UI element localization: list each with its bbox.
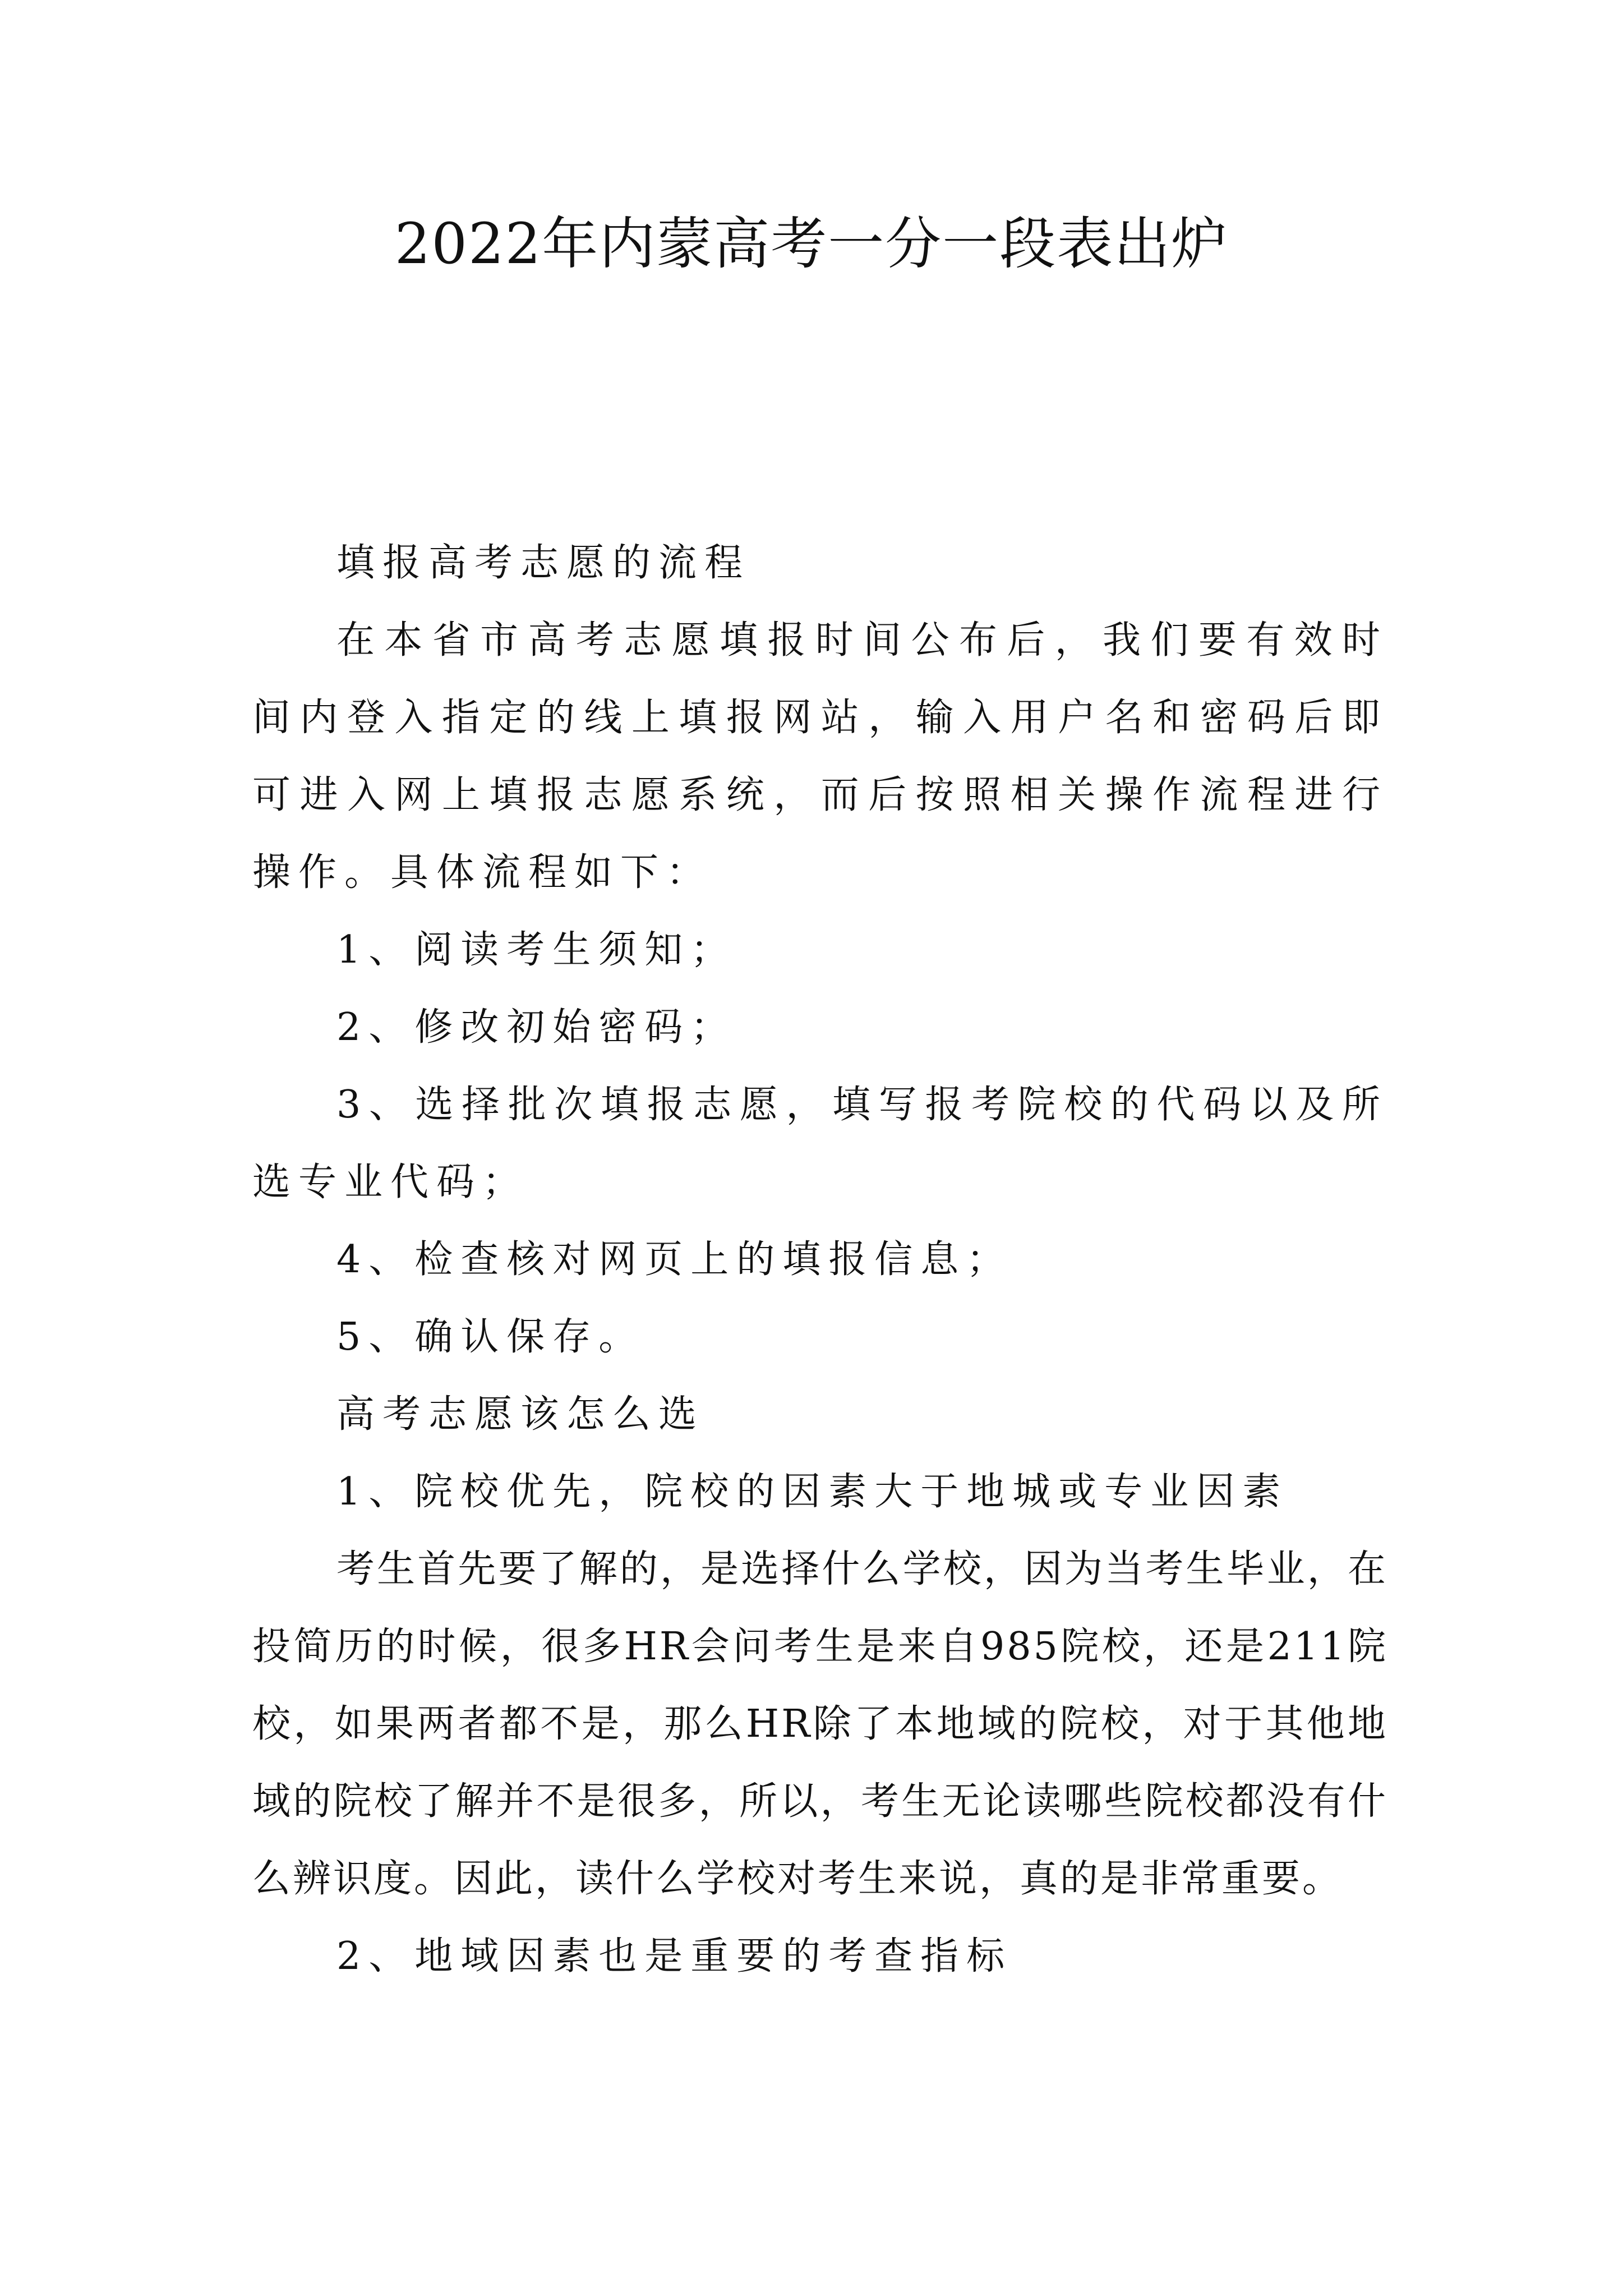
point-heading-2: 2、地域因素也是重要的考查指标 — [336, 1934, 1013, 1978]
section-heading-choice: 高考志愿该怎么选 — [336, 1392, 705, 1437]
list-item-step-4: 4、检查核对网页上的填报信息； — [336, 1237, 1013, 1282]
paragraph-school-priority: 考生首先要了解的，是选择什么学校，因为当考生毕业，在投简历的时候，很多HR会问考生是来自985院校，还是211院校，如果两者都不是，那么HR除了本地域的院校，对于其他地域的院校了解并不是很多，所以，考生无论读哪些院校都没有什么辨识度。因此，读什么学校对考生来说，真的是非常重要。 — [252, 1547, 1388, 1901]
section-heading-process: 填报高考志愿的流程 — [336, 541, 751, 585]
document-body — [252, 524, 1388, 1995]
document-title: 2022年内蒙高考一分一段表出炉 — [394, 211, 1229, 277]
list-item-step-3: 3、选择批次填报志愿，填写报考院校的代码以及所选专业代码； — [252, 1083, 1388, 1204]
list-item-step-5: 5、确认保存。 — [336, 1315, 645, 1359]
list-item-step-1: 1、阅读考生须知； — [336, 928, 737, 972]
paragraph-process-intro: 在本省市高考志愿填报时间公布后，我们要有效时间内登入指定的线上填报网站，输入用户名和密码后即可进入网上填报志愿系统，而后按照相关操作流程进行操作。具体流程如下： — [252, 618, 1388, 895]
point-heading-1: 1、院校优先，院校的因素大于地城或专业因素 — [336, 1470, 1289, 1514]
list-item-step-2: 2、修改初始密码； — [336, 1005, 737, 1050]
